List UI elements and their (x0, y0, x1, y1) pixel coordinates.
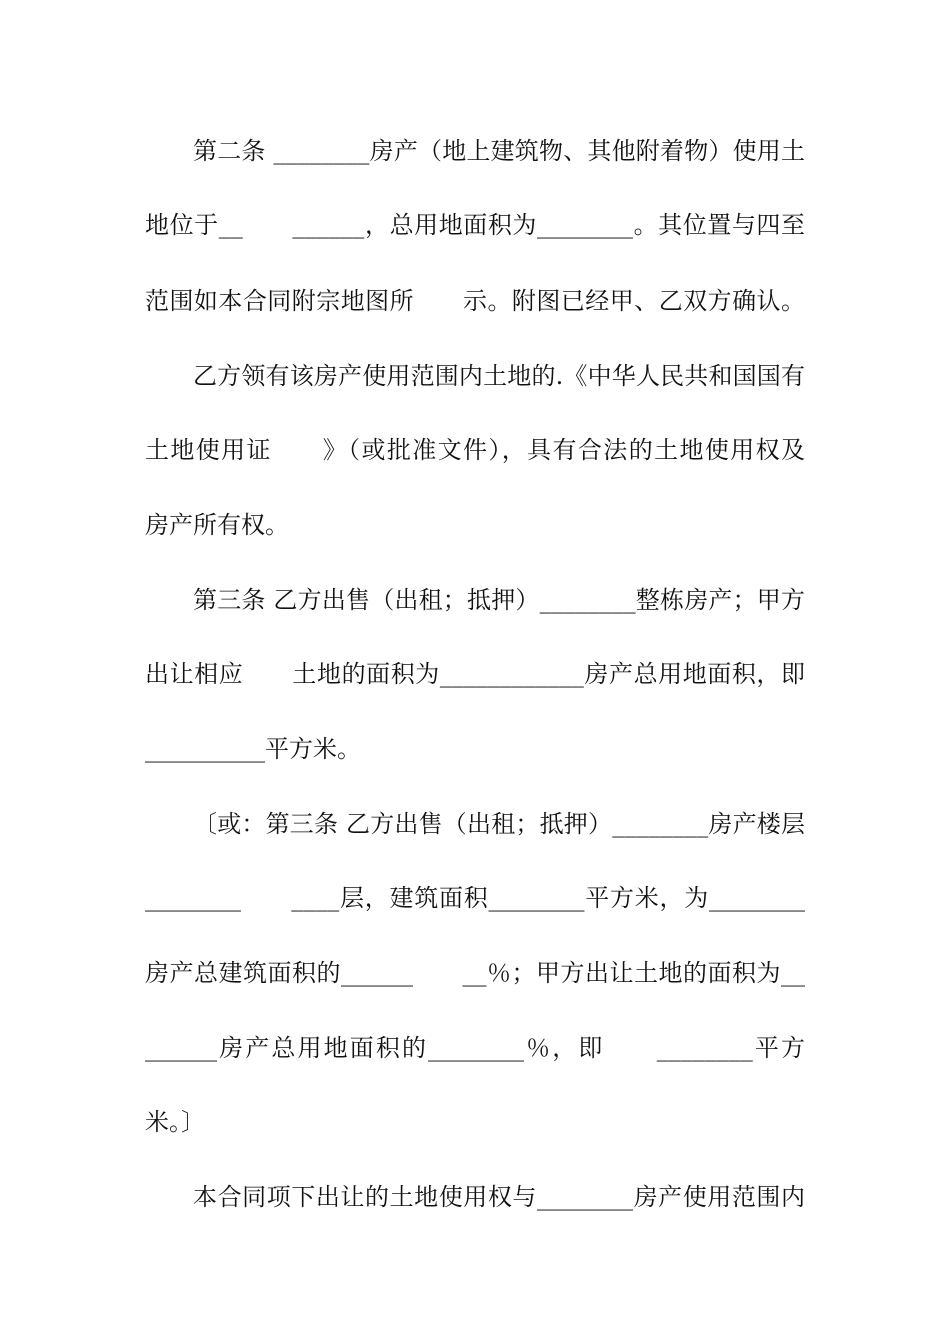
text-line-4: 乙方领有该房产使用范围内土地的.《中华人民共和国国有 (193, 362, 805, 390)
text-line-2: 地位于__ ______，总用地面积为________。其位置与四至 (145, 211, 805, 239)
text-line-7: 第三条 乙方出售（出租；抵押）________整栋房产；甲方 (193, 586, 805, 614)
text-line-10: 〔或：第三条 乙方出售（出租；抵押）________房产楼层 (193, 810, 805, 838)
text-line-8: 出让相应 土地的面积为____________房产总用地面积，即 (145, 660, 805, 688)
text-line-13: ______房产总用地面积的________％，即 ________平方 (145, 1034, 805, 1062)
text-line-11: ________ ____层，建筑面积________平方米，为________ (145, 884, 805, 912)
text-line-5: 土地使用证 》（或批准文件），具有合法的土地使用权及 (145, 436, 805, 464)
text-line-9: __________平方米。 (145, 735, 361, 763)
text-line-1: 第二条 ________房产（地上建筑物、其他附着物）使用土 (193, 137, 805, 165)
text-line-14: 米。〕 (145, 1108, 205, 1136)
text-line-12: 房产总建筑面积的______ __％；甲方出让土地的面积为__ (145, 959, 805, 987)
text-line-6: 房产所有权。 (145, 511, 289, 539)
text-line-15: 本合同项下出让的土地使用权与________房产使用范围内 (193, 1183, 805, 1211)
text-line-3: 范围如本合同附宗地图所 示。附图已经甲、乙双方确认。 (145, 287, 805, 315)
